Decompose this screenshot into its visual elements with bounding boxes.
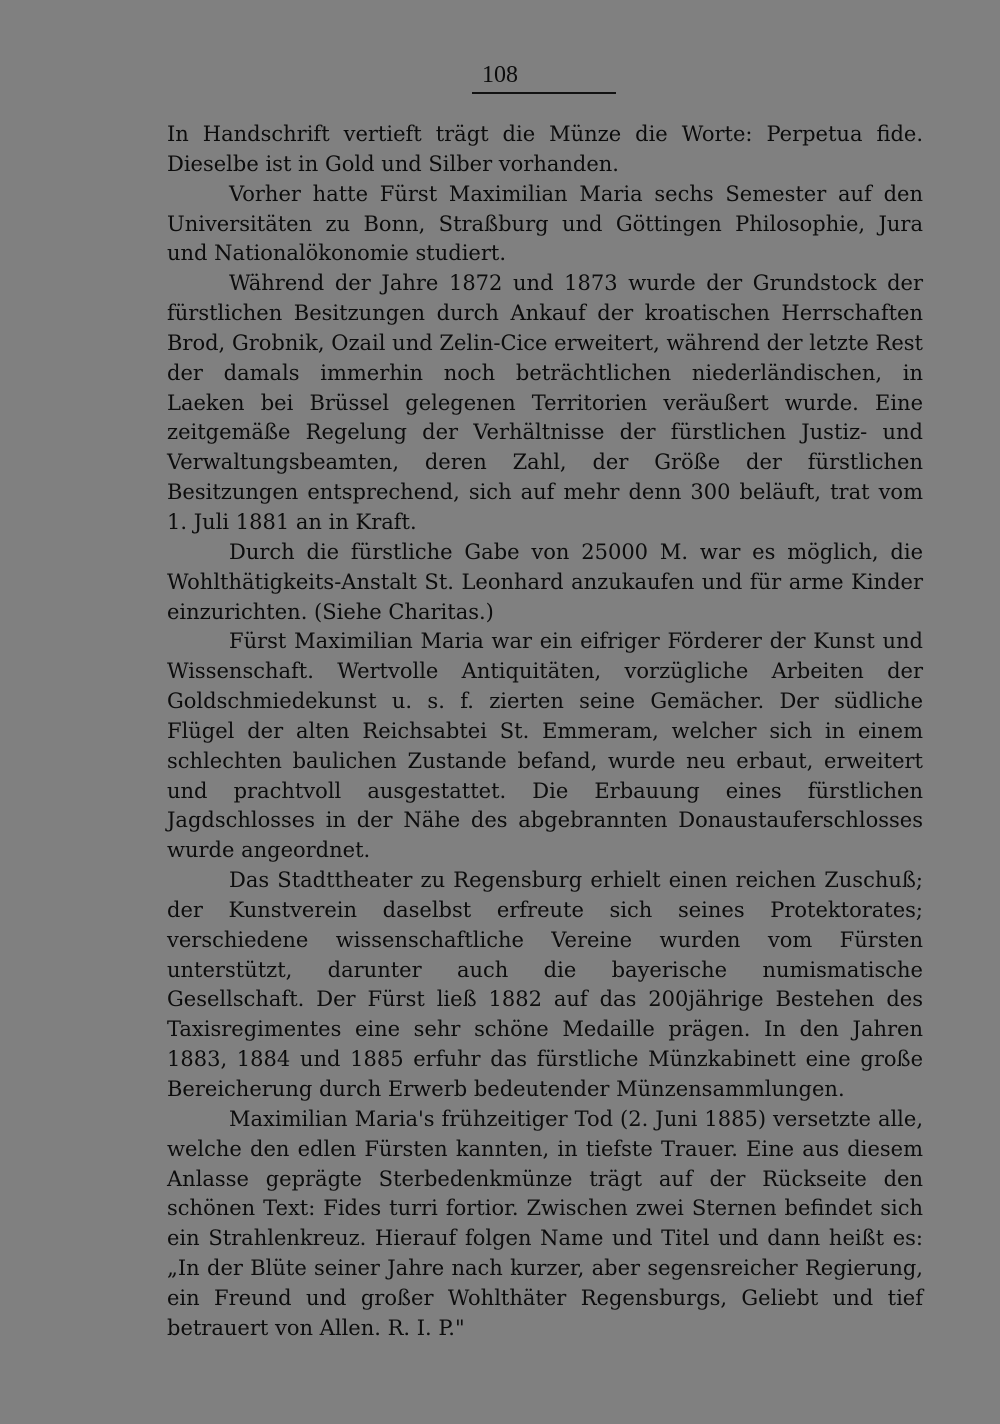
paragraph-4: Durch die fürstliche Gabe von 25000 M. war es möglich, die Wohlthätigkeits-Anstalt St. Leonhard anzukaufen und für arme Kinder einzurichten. (Siehe Charitas.) xyxy=(167,539,923,624)
body-text xyxy=(167,120,923,1344)
paragraph-7: Maximilian Maria's frühzeitiger Tod (2. Juni 1885) versetzte alle, welche den edlen Fürsten kannten, in tiefste Trauer. Eine aus diesem Anlasse geprägte Sterbedenkmünze trägt auf der Rückseite den schönen Text: Fides turri fortior. Zwischen zwei Sternen befindet sich ein Strahlenkreuz. Hierauf folgen Name und Titel und dann heißt es: „In der Blüte seiner Jahre nach kurzer, aber segensreicher Regierung, ein Freund und großer Wohlthäter Regensburgs, Geliebt und tief betrauert von Allen. R. I. P." xyxy=(167,1106,923,1340)
page-number-rule xyxy=(472,92,616,94)
paragraph-6: Das Stadttheater zu Regensburg erhielt einen reichen Zuschuß; der Kunstverein daselbst erfreute sich seines Protektorates; verschiedene wissenschaftliche Vereine wurden vom Fürsten unterstützt, darunter auch die bayerische numismatische Gesellschaft. Der Fürst ließ 1882 auf das 200jährige Bestehen des Taxisregimentes eine sehr schöne Medaille prägen. In den Jahren 1883, 1884 und 1885 erfuhr das fürstliche Münzkabinett eine große Bereicherung durch Erwerb bedeutender Münzensammlungen. xyxy=(167,868,923,1101)
page-number: 108 xyxy=(482,62,518,88)
paragraph-3: Während der Jahre 1872 und 1873 wurde der Grundstock der fürstlichen Besitzungen durch Ankauf der kroatischen Herrschaften Brod, Grobnik, Ozail und Zelin-Cice erweitert, während der letzte Rest der damals immerhin noch beträchtlichen niederländischen, in Laeken bei Brüssel gelegenen Territorien veräußert wurde. Eine zeitgemäße Regelung der Verhältnisse der fürstlichen Justiz- und Verwaltungsbeamten, deren Zahl, der Größe der fürstlichen Besitzungen entsprechend, sich auf mehr denn 300 beläuft, trat vom 1. Juli 1881 an in Kraft. xyxy=(167,271,923,534)
paragraph-1: In Handschrift vertieft trägt die Münze die Worte: Perpetua fide. Dieselbe ist in Gold und Silber vorhanden. xyxy=(167,122,923,176)
paragraph-5: Fürst Maximilian Maria war ein eifriger Förderer der Kunst und Wissenschaft. Wertvolle Antiquitäten, vorzügliche Arbeiten der Goldschmiedekunst u. s. f. zierten seine Gemächer. Der südliche Flügel der alten Reichsabtei St. Emmeram, welcher sich in einem schlechten baulichen Zustande befand, wurde neu erbaut, erweitert und prachtvoll ausgestattet. Die Erbauung eines fürstlichen Jagdschlosses in der Nähe des abgebrannten Donaustauferschlosses wurde angeordnet. xyxy=(167,629,923,863)
paragraph-2: Vorher hatte Fürst Maximilian Maria sechs Semester auf den Universitäten zu Bonn, Straßburg und Göttingen Philosophie, Jura und Nationalökonomie studiert. xyxy=(167,181,923,266)
